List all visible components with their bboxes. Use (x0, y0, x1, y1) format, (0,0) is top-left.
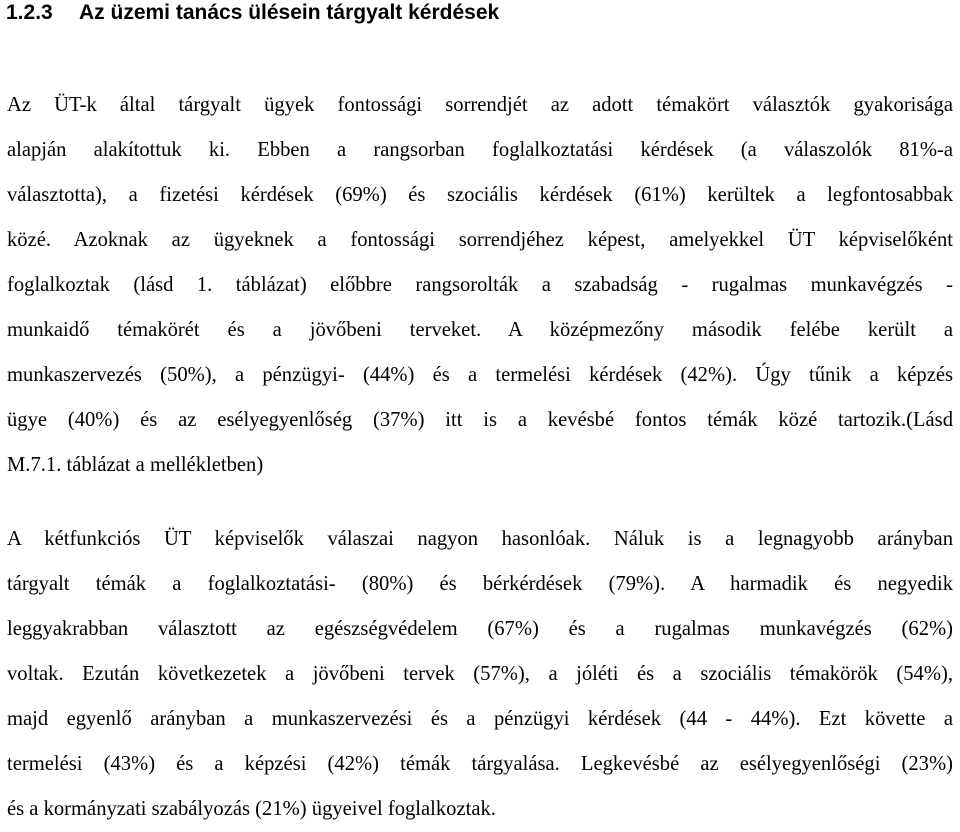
text-line: termelési (43%) és a képzési (42%) témák tárgyalása. Legkevésbé az esélyegyenlőségi (23%) (7, 753, 953, 775)
section-title: Az üzemi tanács ülésein tárgyalt kérdések (79, 1, 500, 24)
text-line: ügye (40%) és az esélyegyenlőség (37%) itt is a kevésbé fontos témák közé tartozik.(Lásd (7, 409, 953, 431)
text-line: A kétfunkciós ÜT képviselők válaszai nagyon hasonlóak. Náluk is a legnagyobb arányban (7, 528, 953, 550)
paragraph-2 (7, 517, 953, 832)
text-line: alapján alakítottuk ki. Ebben a rangsorban foglalkoztatási kérdések (a válaszolók 81%-a (7, 139, 953, 161)
text-line: és a kormányzati szabályozás (21%) ügyeivel foglalkoztak. (7, 798, 496, 820)
text-line: M.7.1. táblázat a mellékletben) (7, 454, 264, 476)
text-line: munkaszervezés (50%), a pénzügyi- (44%) és a termelési kérdések (42%). Úgy tűnik a képzés (7, 364, 953, 386)
text-line: munkaidő témakörét és a jövőbeni terveket. A középmezőny második felébe került a (7, 319, 953, 341)
text-line: Az ÜT-k által tárgyalt ügyek fontossági sorrendjét az adott témakört választók gyakorisága (7, 94, 953, 116)
text-line: majd egyenlő arányban a munkaszervezési és a pénzügyi kérdések (44 - 44%). Ezt követte a (7, 708, 953, 730)
text-line: leggyakrabban választott az egészségvédelem (67%) és a rugalmas munkavégzés (62%) (7, 618, 953, 640)
text-line: foglalkoztak (lásd 1. táblázat) előbbre rangsorolták a szabadság - rugalmas munkavégzés - (7, 274, 953, 296)
text-line: tárgyalt témák a foglalkoztatási- (80%) és bérkérdések (79%). A harmadik és negyedik (7, 573, 953, 595)
section-number: 1.2.3 (6, 1, 53, 24)
paragraph-1 (7, 83, 953, 488)
text-line: közé. Azoknak az ügyeknek a fontossági sorrendjéhez képest, amelyekkel ÜT képviselőként (7, 229, 953, 251)
section-heading (6, 0, 499, 30)
text-line: választotta), a fizetési kérdések (69%) és szociális kérdések (61%) kerültek a legfontosabbak (7, 184, 953, 206)
text-line: voltak. Ezután következetek a jövőbeni tervek (57%), a jóléti és a szociális témakörök (54%), (7, 663, 953, 685)
